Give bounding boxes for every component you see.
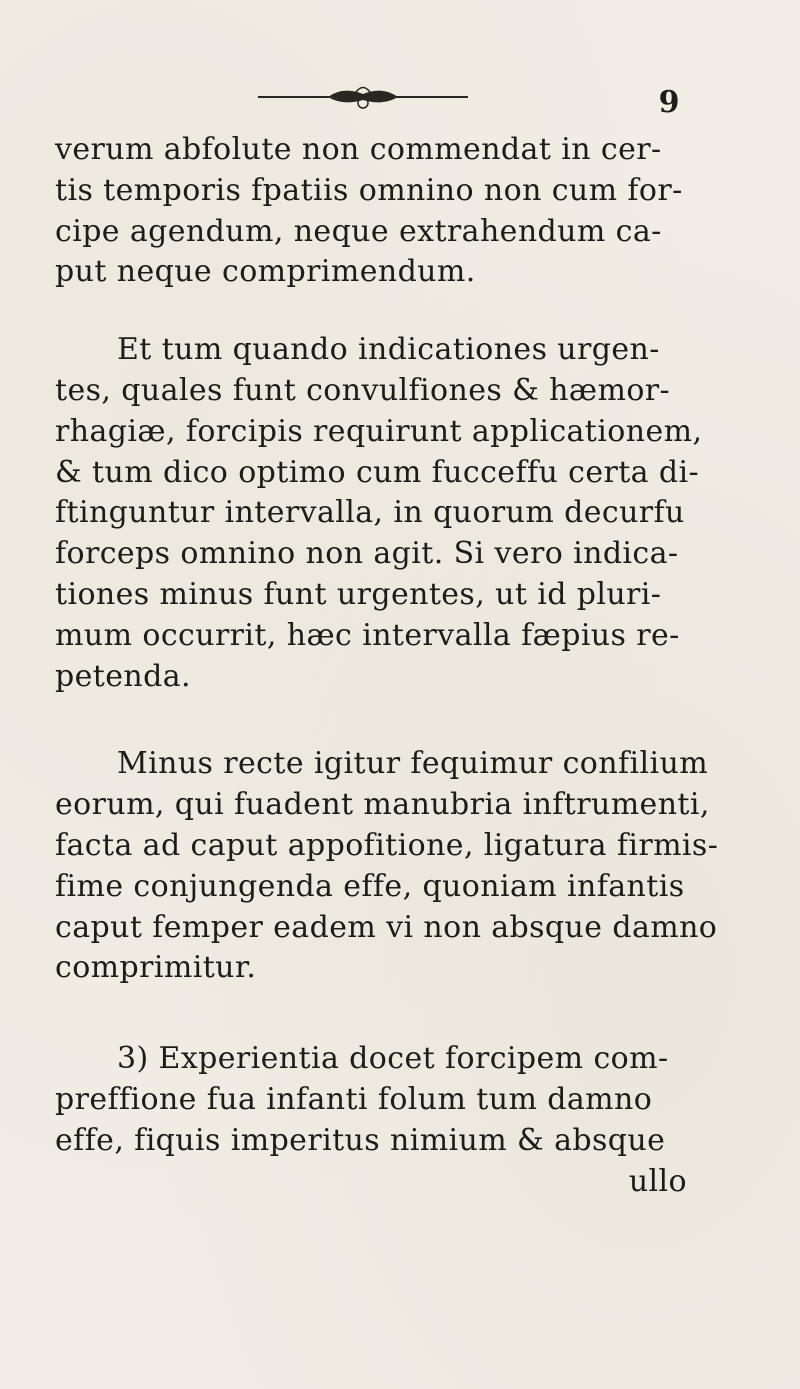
catchword: ullo <box>628 1163 687 1199</box>
text-line: & tum dico optimo cum fucceffu certa di- <box>55 454 700 490</box>
text-line: forceps omnino non agit. Si vero indica- <box>55 536 679 572</box>
text-line: tis temporis fpatiis omnino non cum for- <box>55 172 683 208</box>
text-line: caput femper eadem vi non absque damno <box>55 909 718 945</box>
text-line: 3) Experientia docet forcipem com- <box>117 1041 669 1077</box>
text-line: verum abfolute non commendat in cer- <box>55 132 662 167</box>
text-line: tes, quales funt convulfiones & hæmor- <box>55 372 671 408</box>
text-line: comprimitur. <box>55 950 257 986</box>
paragraph-2 <box>55 330 703 697</box>
text-line: facta ad caput appofitione, ligatura firmis- <box>55 827 719 863</box>
paragraph-3 <box>55 744 719 989</box>
paragraph-4 <box>55 1039 695 1202</box>
text-line: mum occurrit, hæc intervalla fæpius re- <box>55 617 680 653</box>
text-line: eorum, qui fuadent manubria inftrumenti, <box>55 787 710 823</box>
page-number: 9 <box>658 85 680 120</box>
text-line: put neque comprimendum. <box>55 254 476 290</box>
text-line: effe, fiquis imperitus nimium & absque <box>55 1122 666 1158</box>
text-line: rhagiæ, forcipis requirunt applicationem, <box>55 413 703 449</box>
text-line: fime conjungenda effe, quoniam infantis <box>55 868 685 904</box>
text-line: petenda. <box>55 658 191 694</box>
body-text <box>55 130 719 1202</box>
text-line: ftinguntur intervalla, in quorum decurfu <box>55 495 685 531</box>
text-line: cipe agendum, neque extrahendum ca- <box>55 213 662 249</box>
text-line: Minus recte igitur fequimur confilium <box>117 746 709 782</box>
paragraph-1 <box>55 130 695 293</box>
text-line: Et tum quando indicationes urgen- <box>117 332 660 368</box>
text-line: tiones minus funt urgentes, ut id pluri- <box>55 576 662 612</box>
text-line: preffione fua infanti folum tum damno <box>55 1081 653 1117</box>
ornament-icon <box>258 84 468 110</box>
